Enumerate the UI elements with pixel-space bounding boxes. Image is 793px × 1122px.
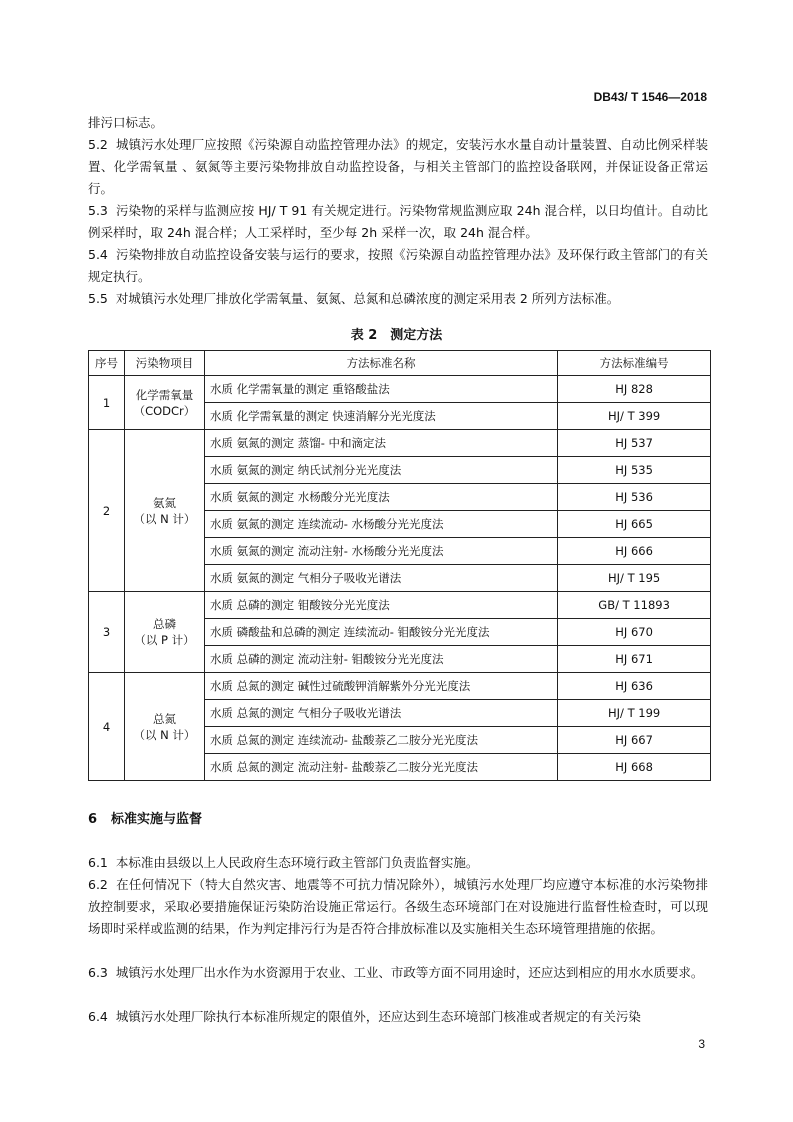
section-title: 标准实施与监督 <box>111 812 203 827</box>
method-name: 水质 总氮的测定 连续流动- 盐酸萘乙二胺分光光度法 <box>204 727 557 754</box>
clause-number: 6.3 <box>88 965 108 980</box>
paragraph-text: 对城镇污水处理厂排放化学需氧量、氨氮、总氮和总磷浓度的测定采用表 2 所列方法标准。 <box>115 291 620 306</box>
pollutant-cell <box>124 430 204 592</box>
method-code: HJ 536 <box>558 484 711 511</box>
paragraph-5-3 <box>88 200 708 244</box>
method-code: HJ 666 <box>558 538 711 565</box>
table-header-row <box>89 351 711 376</box>
paragraph-text: 本标准由县级以上人民政府生态环境行政主管部门负责监督实施。 <box>115 855 479 870</box>
table-caption: 表 2 测定方法 <box>350 328 443 343</box>
header-no: 序号 <box>89 351 125 376</box>
pollutant-basis: （以 P 计） <box>134 633 195 647</box>
paragraph-text: 排污口标志。 <box>88 115 164 130</box>
pollutant-name: 化学需氧量 <box>135 387 194 402</box>
page-number: 3 <box>698 1037 705 1051</box>
paragraph-5-2 <box>88 134 708 200</box>
method-name: 水质 总氮的测定 气相分子吸收光谱法 <box>204 700 557 727</box>
method-name: 水质 总氮的测定 流动注射- 盐酸萘乙二胺分光光度法 <box>204 754 557 781</box>
header-method-code: 方法标准编号 <box>558 351 711 376</box>
paragraph-text: 在任何情况下（特大自然灾害、地震等不可抗力情况除外），城镇污水处理厂均应遵守本标准的水污染物排放控制要求，采取必要措施保证污染防治设施正常运行。各级生态环境部门在对设施进行监督性检查时，可以现场即时采样或监测的结果，作为判定排污行为是否符合排放标准以及实施相关生态环境管理措施的依据。 <box>88 877 708 936</box>
group-number: 3 <box>89 592 125 673</box>
method-code: GB/ T 11893 <box>558 592 711 619</box>
method-code: HJ/ T 399 <box>558 403 711 430</box>
method-code: HJ 665 <box>558 511 711 538</box>
method-code: HJ 537 <box>558 430 711 457</box>
paragraph-text: 城镇污水处理厂应按照《污染源自动监控管理办法》的规定，安装污水水量自动计量装置、自动比例采样装置、化学需氧量 、氨氮等主要污染物排放自动监控设备，与相关主管部门的监控设备联网，并保证设备正常运行。 <box>88 137 708 196</box>
pollutant-cell <box>124 592 204 673</box>
group-number: 2 <box>89 430 125 592</box>
clause-number: 6.2 <box>88 877 108 892</box>
paragraph-continuation <box>88 112 708 134</box>
pollutant-name: 氨氮 <box>152 495 176 510</box>
paragraph-5-5 <box>88 288 708 310</box>
paragraph-5-4 <box>88 244 708 288</box>
clause-number: 5.5 <box>88 291 108 306</box>
table-row <box>89 430 711 457</box>
clause-number: 5.2 <box>88 137 108 152</box>
paragraph-text: 污染物的采样与监测应按 HJ/ T 91 有关规定进行。污染物常规监测应取 24h 混合样，以日均值计。自动比例采样时，取 24h 混合样；人工采样时，至少每 2h 采样一次，取 24h 混合样。 <box>88 203 708 240</box>
method-name: 水质 氨氮的测定 蒸馏- 中和滴定法 <box>204 430 557 457</box>
group-number: 4 <box>89 673 125 781</box>
method-name: 水质 化学需氧量的测定 快速消解分光光度法 <box>204 403 557 430</box>
paragraph-text: 污染物排放自动监控设备安装与运行的要求，按照《污染源自动监控管理办法》及环保行政主管部门的有关规定执行。 <box>88 247 708 284</box>
method-name: 水质 总磷的测定 钼酸铵分光光度法 <box>204 592 557 619</box>
clause-number: 6.1 <box>88 855 108 870</box>
method-name: 水质 氨氮的测定 水杨酸分光光度法 <box>204 484 557 511</box>
method-name: 水质 总磷的测定 流动注射- 钼酸铵分光光度法 <box>204 646 557 673</box>
group-number: 1 <box>89 376 125 430</box>
table-row <box>89 673 711 700</box>
paragraph-6-1 <box>88 852 708 874</box>
method-name: 水质 化学需氧量的测定 重铬酸盐法 <box>204 376 557 403</box>
paragraph-6-3 <box>88 962 708 984</box>
method-code: HJ 636 <box>558 673 711 700</box>
header-pollutant: 污染物项目 <box>124 351 204 376</box>
method-code: HJ 667 <box>558 727 711 754</box>
document-header: DB43/ T 1546—2018 <box>593 90 707 104</box>
paragraph-6-4 <box>88 1006 708 1028</box>
method-name: 水质 总氮的测定 碱性过硫酸钾消解紫外分光光度法 <box>204 673 557 700</box>
pollutant-basis: （CODCr） <box>133 403 196 418</box>
section-number: 6 <box>88 812 98 827</box>
section-heading <box>88 808 202 827</box>
paragraph-6-2 <box>88 874 708 940</box>
clause-number: 5.3 <box>88 203 108 218</box>
table-row <box>89 376 711 403</box>
method-name: 水质 磷酸盐和总磷的测定 连续流动- 钼酸铵分光光度法 <box>204 619 557 646</box>
method-code: HJ/ T 199 <box>558 700 711 727</box>
method-name: 水质 氨氮的测定 纳氏试剂分光光度法 <box>204 457 557 484</box>
method-name: 水质 氨氮的测定 气相分子吸收光谱法 <box>204 565 557 592</box>
method-code: HJ/ T 195 <box>558 565 711 592</box>
pollutant-cell <box>124 673 204 781</box>
method-name: 水质 氨氮的测定 连续流动- 水杨酸分光光度法 <box>204 511 557 538</box>
method-name: 水质 氨氮的测定 流动注射- 水杨酸分光光度法 <box>204 538 557 565</box>
clause-number: 6.4 <box>88 1009 108 1024</box>
method-code: HJ 670 <box>558 619 711 646</box>
table-row <box>89 592 711 619</box>
paragraph-text: 城镇污水处理厂出水作为水资源用于农业、工业、市政等方面不同用途时，还应达到相应的用水水质要求。 <box>115 965 704 980</box>
pollutant-basis: （以 N 计） <box>133 511 196 526</box>
pollutant-cell <box>124 376 204 430</box>
clause-number: 5.4 <box>88 247 108 262</box>
pollutant-name: 总磷 <box>152 617 176 631</box>
pollutant-name: 总氮 <box>152 711 176 726</box>
pollutant-basis: （以 N 计） <box>133 727 196 742</box>
method-code: HJ 668 <box>558 754 711 781</box>
method-code: HJ 535 <box>558 457 711 484</box>
paragraph-text: 城镇污水处理厂除执行本标准所规定的限值外，还应达到生态环境部门核准或者规定的有关污染 <box>115 1009 641 1024</box>
method-code: HJ 671 <box>558 646 711 673</box>
header-method-name: 方法标准名称 <box>204 351 557 376</box>
method-code: HJ 828 <box>558 376 711 403</box>
methods-table <box>88 350 711 781</box>
